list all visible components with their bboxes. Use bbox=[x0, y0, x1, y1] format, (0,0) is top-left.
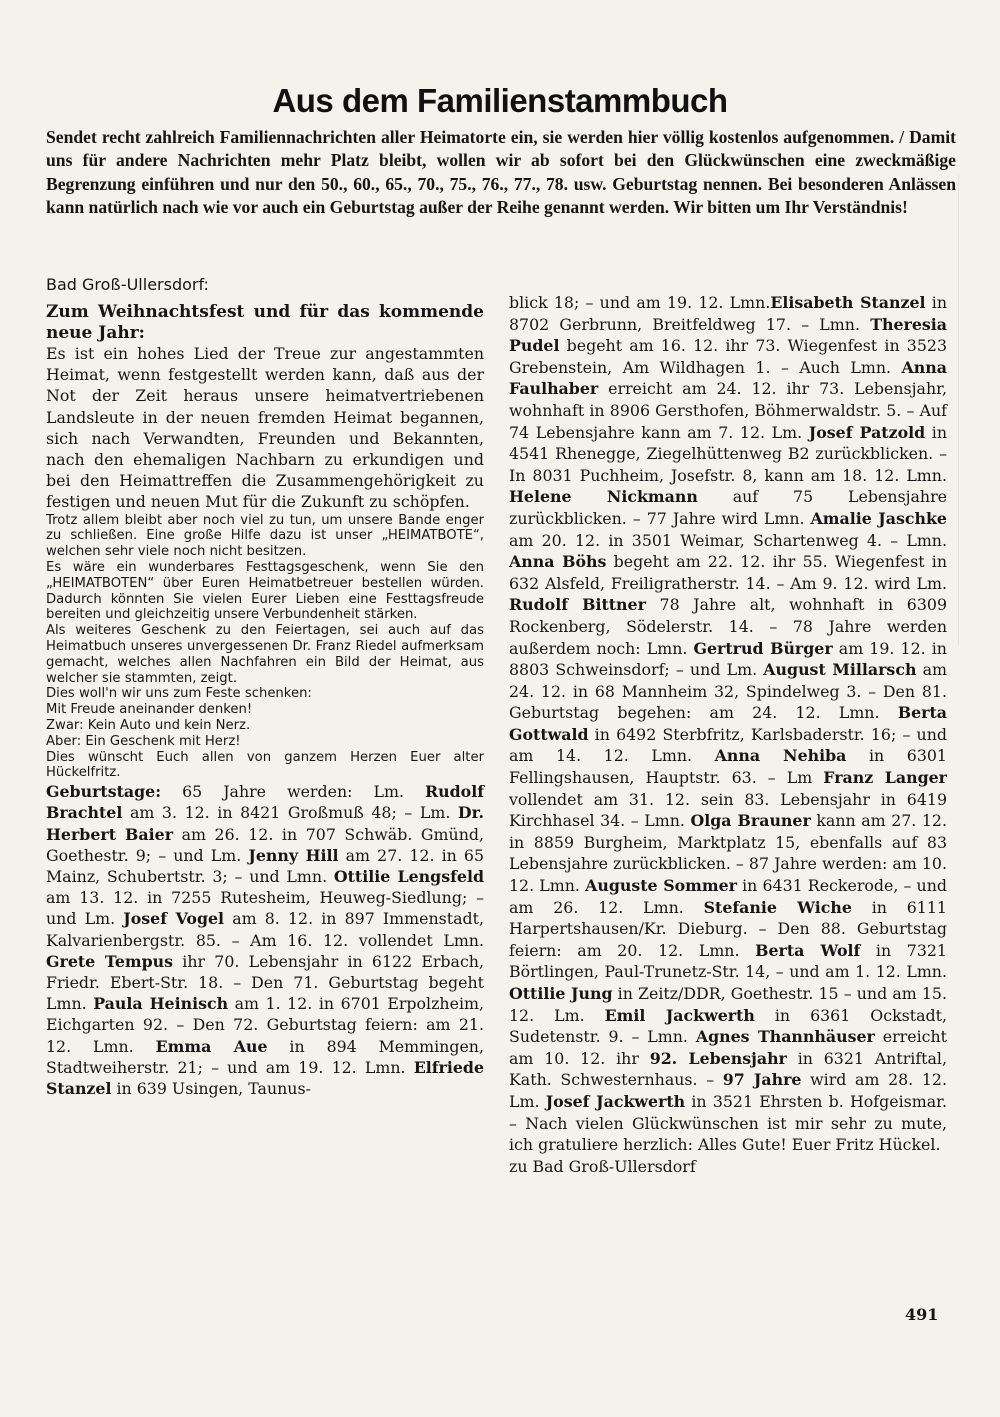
text-run: blick 18; – und am 19. 12. Lmn. bbox=[509, 293, 771, 312]
text-run: in 8702 Gerbrunn, Breitfeldweg 17. – Lmn. bbox=[509, 293, 948, 334]
text-run: in 6111 Harpertshausen/Kr. Dieburg. – Den 88. Geburtstag feiern: am 20. 12. Lmn. bbox=[509, 897, 947, 960]
person-name: Gertrud Bürger bbox=[693, 638, 833, 658]
text-run: begeht am 22. 12. ihr 55. Wiegenfest in 632 Alsfeld, Freiligratherstr. 14. – Am 9. 12. wird Lm. bbox=[509, 552, 947, 593]
person-name: Franz Langer bbox=[823, 768, 947, 788]
person-name: Amalie Jaschke bbox=[810, 508, 947, 528]
signoff: zu Bad Groß-Ullersdorf bbox=[509, 1156, 696, 1176]
birthdays-paragraph bbox=[46, 781, 484, 1099]
person-name: Geburtstage: bbox=[46, 782, 162, 802]
text-run: in 3521 Ehrsten b. Hofgeismar. – Nach vielen Glückwünschen ist mir sehr zu mute, ich gratuliere herzlich: Alles Gute! Euer Fritz Hückel. bbox=[509, 1091, 947, 1155]
person-name: Auguste Sommer bbox=[585, 876, 737, 896]
text-run: begeht am 16. 12. ihr 73. Wiegenfest in 3523 Grebenstein, Am Wildhagen 1. – Auch Lmn. bbox=[509, 336, 947, 377]
text-run: in 6492 Sterbfritz, Karlsbaderstr. 16; – und am 14. 12. Lmn. bbox=[509, 724, 947, 766]
person-name: Anna Nehiba bbox=[714, 746, 847, 766]
text-run: am 3. 12. in 8421 Großmuß 48; – Lm. bbox=[122, 803, 458, 823]
text-run: am 8. 12. in 897 Immenstadt, Kalvarienbergstr. 85. – Am 16. 12. vollendet Lmn. bbox=[46, 909, 484, 950]
text-run: 78 Jahre alt, wohnhaft in 6309 Rockenberg, Södelerstr. 14. – 78 Jahre werden außerdem noch: Lmn. bbox=[509, 595, 947, 658]
person-name: 97 Jahre bbox=[722, 1070, 802, 1090]
person-name: Anna Faulhaber bbox=[509, 357, 947, 399]
poem-line: Mit Freude aneinander denken! bbox=[46, 702, 253, 718]
text-run: 65 Jahre werden: Lm. bbox=[161, 782, 425, 802]
person-name: Olga Brauner bbox=[690, 811, 811, 831]
intro-notice bbox=[46, 126, 956, 219]
paragraph-4: Als weiteres Geschenk zu den Feiertagen, sei auch auf das Heimatbuch unseres unvergessenen Dr. Franz Riedel aufmerksam gemacht, welches allen Nachfahren ein Bild der Heimat, aus welcher sie stammten, zeigt. bbox=[46, 623, 484, 686]
person-name: Agnes Thannhäuser bbox=[695, 1027, 875, 1047]
text-run: ihr 70. Lebensjahr in 6122 Erbach, Friedr. Ebert-Str. 18. – Den 71. Geburtstag begeht Lmn. bbox=[46, 951, 484, 1014]
person-name: Rudolf Brachtel bbox=[46, 782, 484, 823]
text-run: in 6431 Reckerode, – und am 26. 12. Lmn. bbox=[509, 876, 948, 917]
person-name: Emma Aue bbox=[155, 1036, 268, 1056]
page-number: 491 bbox=[905, 1305, 939, 1324]
closing-greeting: Dies wünscht Euch allen von ganzem Herzen Euer alter Hückelfritz. bbox=[46, 749, 484, 781]
person-name: Grete Tempus bbox=[46, 951, 174, 971]
poem-line: Dies woll'n wir uns zum Feste schenken: bbox=[46, 686, 312, 702]
person-name: Emil Jackwerth bbox=[604, 1005, 755, 1025]
text-run: in Zeitz/DDR, Goethestr. 15 – und am 15. 12. Lm. bbox=[509, 984, 947, 1025]
text-run: in 4541 Rhenegge, Ziegelhüttenweg B2 zurückblicken. – In 8031 Puchheim, Josefstr. 8, kann am 18. 12. Lmn. bbox=[509, 422, 948, 485]
person-name: Elfriede Stanzel bbox=[46, 1057, 484, 1099]
paragraph-2: Trotz allem bleibt aber noch viel zu tun, um unsere Bande enger zu schließen. Eine große Hilfe dazu ist unser „HEIMATBOTE“, welchen sehr viele noch nicht besitzen. bbox=[46, 512, 484, 560]
text-run: am 27. 12. in 65 Mainz, Schubertstr. 3; – und Lmn. bbox=[46, 845, 484, 886]
paragraph-1: Es ist ein hohes Lied der Treue zur angestammten Heimat, wenn festgestellt werden kann, daß aus der Not der Zeit heraus unsere heimatvertriebenen Landsleute in der neuen fremden Heimat begannen, sich nach Verwandten, Freunden und Bekannten, nach den ehemaligen Nachbarn zu erkundigen und bei den Heimattreffen die Zusammengehörigkeit zu festigen und neuen Mut für die Zukunft zu schöpfen. bbox=[46, 344, 484, 512]
left-column bbox=[46, 272, 484, 1099]
section-heading: Zum Weihnachtsfest und für das kommende neue Jahr: bbox=[46, 302, 484, 343]
person-name: Theresia Pudel bbox=[509, 314, 947, 356]
person-name: Dr. Herbert Baier bbox=[46, 803, 484, 844]
person-name: Berta Wolf bbox=[755, 940, 861, 960]
text-run: erreicht am 10. 12. ihr bbox=[509, 1027, 947, 1068]
text-run: in 6301 Fellingshausen, Hauptstr. 63. – Lm bbox=[509, 746, 947, 788]
text-run: am 13. 12. in 7255 Rutesheim, Heuweg-Siedlung; – und Lm. bbox=[46, 888, 484, 929]
text-run: am 1. 12. in 6701 Erpolzheim, Eichgarten 92. – Den 72. Geburtstag feiern: am 21. 12. Lmn. bbox=[46, 994, 484, 1056]
text-run: kann am 27. 12. in 8859 Burgheim, Marktplatz 15, ebenfalls auf 83 Lebensjahre zurückblicken. – 87 Jahre werden: am 10. 12. Lmn. bbox=[509, 811, 948, 896]
text-run: am 24. 12. in 68 Mannheim 32, Spindelweg 3. – Den 81. Geburtstag begehen: am 24. 12. Lmn. bbox=[509, 660, 948, 723]
person-name: Helene Nickmann bbox=[509, 487, 698, 507]
text-run: in 7321 Börtlingen, Paul-Trunetz-Str. 14, – und am 1. 12. Lmn. bbox=[509, 940, 947, 982]
text-run: in 894 Memmingen, Stadtweiherstr. 21; – und am 19. 12. Lmn. bbox=[46, 1036, 484, 1077]
poem-line: Zwar: Kein Auto und kein Nerz. bbox=[46, 717, 251, 733]
person-name: Berta Gottwald bbox=[509, 703, 947, 744]
text-run: am 26. 12. in 707 Schwäb. Gmünd, Goethestr. 9; – und Lm. bbox=[46, 824, 484, 865]
person-name: Ottilie Jung bbox=[509, 984, 613, 1003]
person-name: Anna Böhs bbox=[509, 552, 607, 572]
birthdays-continued bbox=[509, 292, 947, 1156]
text-run: in 639 Usingen, Taunus- bbox=[111, 1079, 311, 1099]
poem-line: Aber: Ein Geschenk mit Herz! bbox=[46, 733, 241, 749]
text-run: am 20. 12. in 3501 Weimar, Schartenweg 4. – Lmn. bbox=[509, 530, 947, 550]
text-run: vollendet am 31. 12. sein 83. Lebensjahr in 6419 Kirchhasel 34. – Lmn. bbox=[509, 789, 947, 831]
person-name: Josef Vogel bbox=[123, 909, 225, 929]
person-name: Ottilie Lengsfeld bbox=[333, 866, 484, 886]
paragraph-3: Es wäre ein wunderbares Festtagsgeschenk, wenn Sie den „HEIMATBOTEN“ über Euren Heimatbetreuer bestellen würden. Dadurch könnten Sie vielen Eurer Lieben eine Festtagsfreude bereiten und gleichzeitig unsere Verbundenheit stärken. bbox=[46, 560, 484, 623]
person-name: Jenny Hill bbox=[248, 845, 339, 865]
person-name: Rudolf Bittner bbox=[509, 595, 646, 615]
person-name: Paula Heinisch bbox=[93, 994, 229, 1014]
intro-text: Sendet recht zahlreich Familiennachrichten aller Heimatorte ein, sie werden hier völlig kostenlos aufgenommen. / Damit uns für andere Nachrichten mehr Platz bleibt, wollen wir ab sofort bei den Glückwünschen eine zweckmäßige Begrenzung einführen und nur den 50., 60., 65., 70., 75., 76., 77., 78. usw. Geburtstag nennen. Bei besonderen Anlässen kann natürlich nach wie vor auch ein Geburtstag außer der Reihe genannt werden. Wir bitten um Ihr Verständnis! bbox=[46, 127, 956, 217]
text-run: erreicht am 24. 12. ihr 73. Lebensjahr, wohnhaft in 8906 Gersthofen, Böhmerwaldstr. 5. – Auf 74 Lebensjahre kann am 7. 12. Lm. bbox=[509, 379, 947, 442]
text-run: am 19. 12. in 8803 Schweinsdorf; – und Lm. bbox=[509, 638, 947, 680]
text-run: in 6361 Ockstadt, Sudetenstr. 9. – Lmn. bbox=[509, 1005, 948, 1047]
person-name: Stefanie Wiche bbox=[703, 897, 852, 917]
scan-edge-artifact bbox=[958, 175, 1000, 645]
person-name: Elisabeth Stanzel bbox=[770, 293, 926, 312]
place-heading: Bad Groß-Ullersdorf: bbox=[46, 275, 209, 294]
person-name: 92. Lebensjahr bbox=[649, 1048, 787, 1068]
person-name: August Millarsch bbox=[763, 660, 917, 680]
text-run: wird am 28. 12. Lm. bbox=[509, 1070, 947, 1111]
page-title: Aus dem Familienstammbuch bbox=[272, 82, 728, 119]
text-run: in 6321 Antriftal, Kath. Schwesternhaus. – bbox=[509, 1048, 947, 1090]
person-name: Josef Patzold bbox=[808, 422, 926, 442]
person-name: Josef Jackwerth bbox=[545, 1091, 686, 1111]
text-run: auf 75 Lebensjahre zurückblicken. – 77 Jahre wird Lmn. bbox=[509, 487, 947, 528]
right-column bbox=[509, 292, 947, 1177]
